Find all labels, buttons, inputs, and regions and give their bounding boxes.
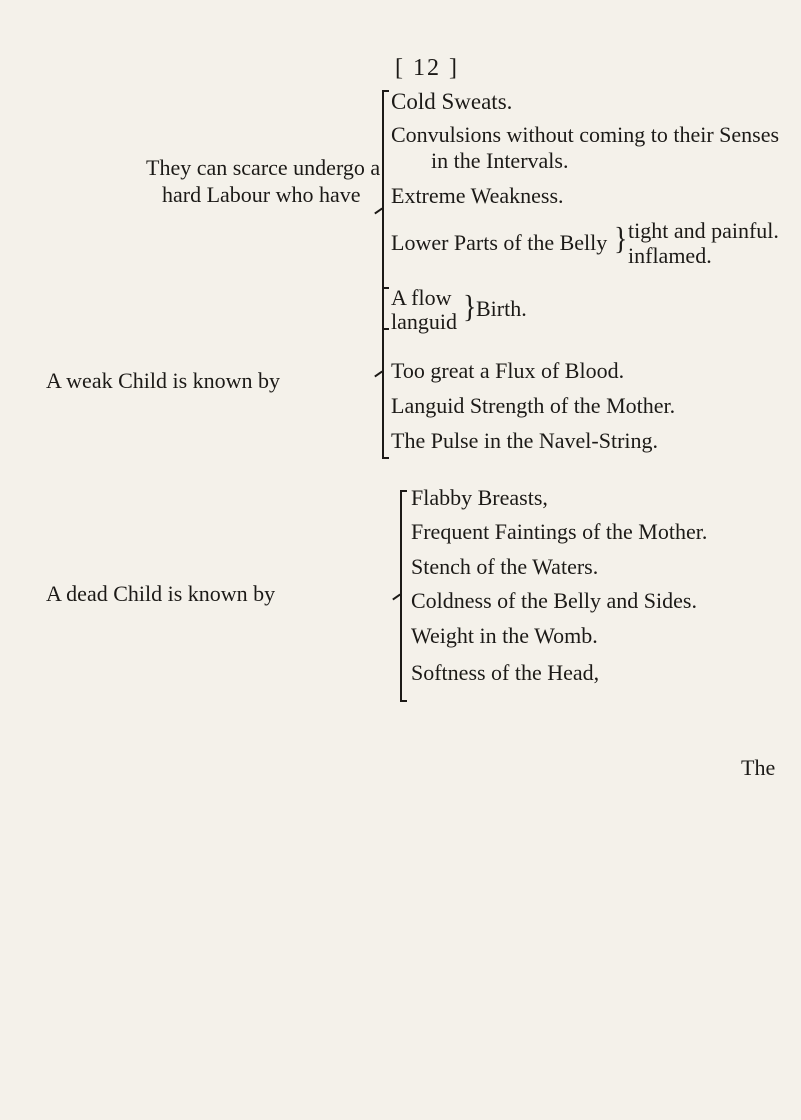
section3-lead: A dead Child is known by	[46, 581, 276, 606]
section2-lead: A weak Child is known by	[46, 368, 281, 393]
section1-sub-tight: tight and painful.	[628, 218, 779, 243]
section3-item-breasts: Flabby Breasts,	[411, 485, 548, 510]
section2-item-pulse: The Pulse in the Navel-String.	[391, 428, 659, 453]
section3-item-coldness: Coldness of the Belly and Sides.	[411, 588, 697, 613]
section1-item-lower-belly: Lower Parts of the Belly	[391, 230, 608, 255]
section1-lead-line2: hard Labour who have	[162, 182, 361, 207]
section2-brace	[382, 287, 384, 459]
section3-item-stench: Stench of the Waters.	[411, 554, 599, 579]
section1-item-weakness: Extreme Weakness.	[391, 183, 564, 208]
section1-sub-inflamed: inflamed.	[628, 243, 712, 268]
section2-sub-birth: Birth.	[476, 296, 527, 321]
section2-item-flux: Too great a Flux of Blood.	[391, 358, 625, 383]
section2-item-strength: Languid Strength of the Mother.	[391, 393, 676, 418]
catchword: The	[741, 755, 776, 780]
section3-item-faintings: Frequent Faintings of the Mother.	[411, 519, 708, 544]
section2-sub-brace: }	[463, 289, 477, 326]
section1-sub-brace: }	[614, 221, 628, 258]
section1-lead-line1: They can scarce undergo a	[146, 155, 381, 180]
section2-sub-languid: languid	[391, 309, 457, 334]
page-number: [ 12 ]	[395, 55, 459, 81]
section1-item-intervals: in the Intervals.	[431, 148, 569, 173]
section3-brace	[400, 490, 402, 702]
section1-item-convulsions: Convulsions without coming to their Senses	[391, 122, 780, 147]
section3-item-weight: Weight in the Womb.	[411, 623, 598, 648]
section1-item-cold-sweats: Cold Sweats.	[391, 89, 513, 114]
section3-item-softness: Softness of the Head,	[411, 660, 600, 685]
section2-sub-flow: A flow	[391, 285, 452, 310]
